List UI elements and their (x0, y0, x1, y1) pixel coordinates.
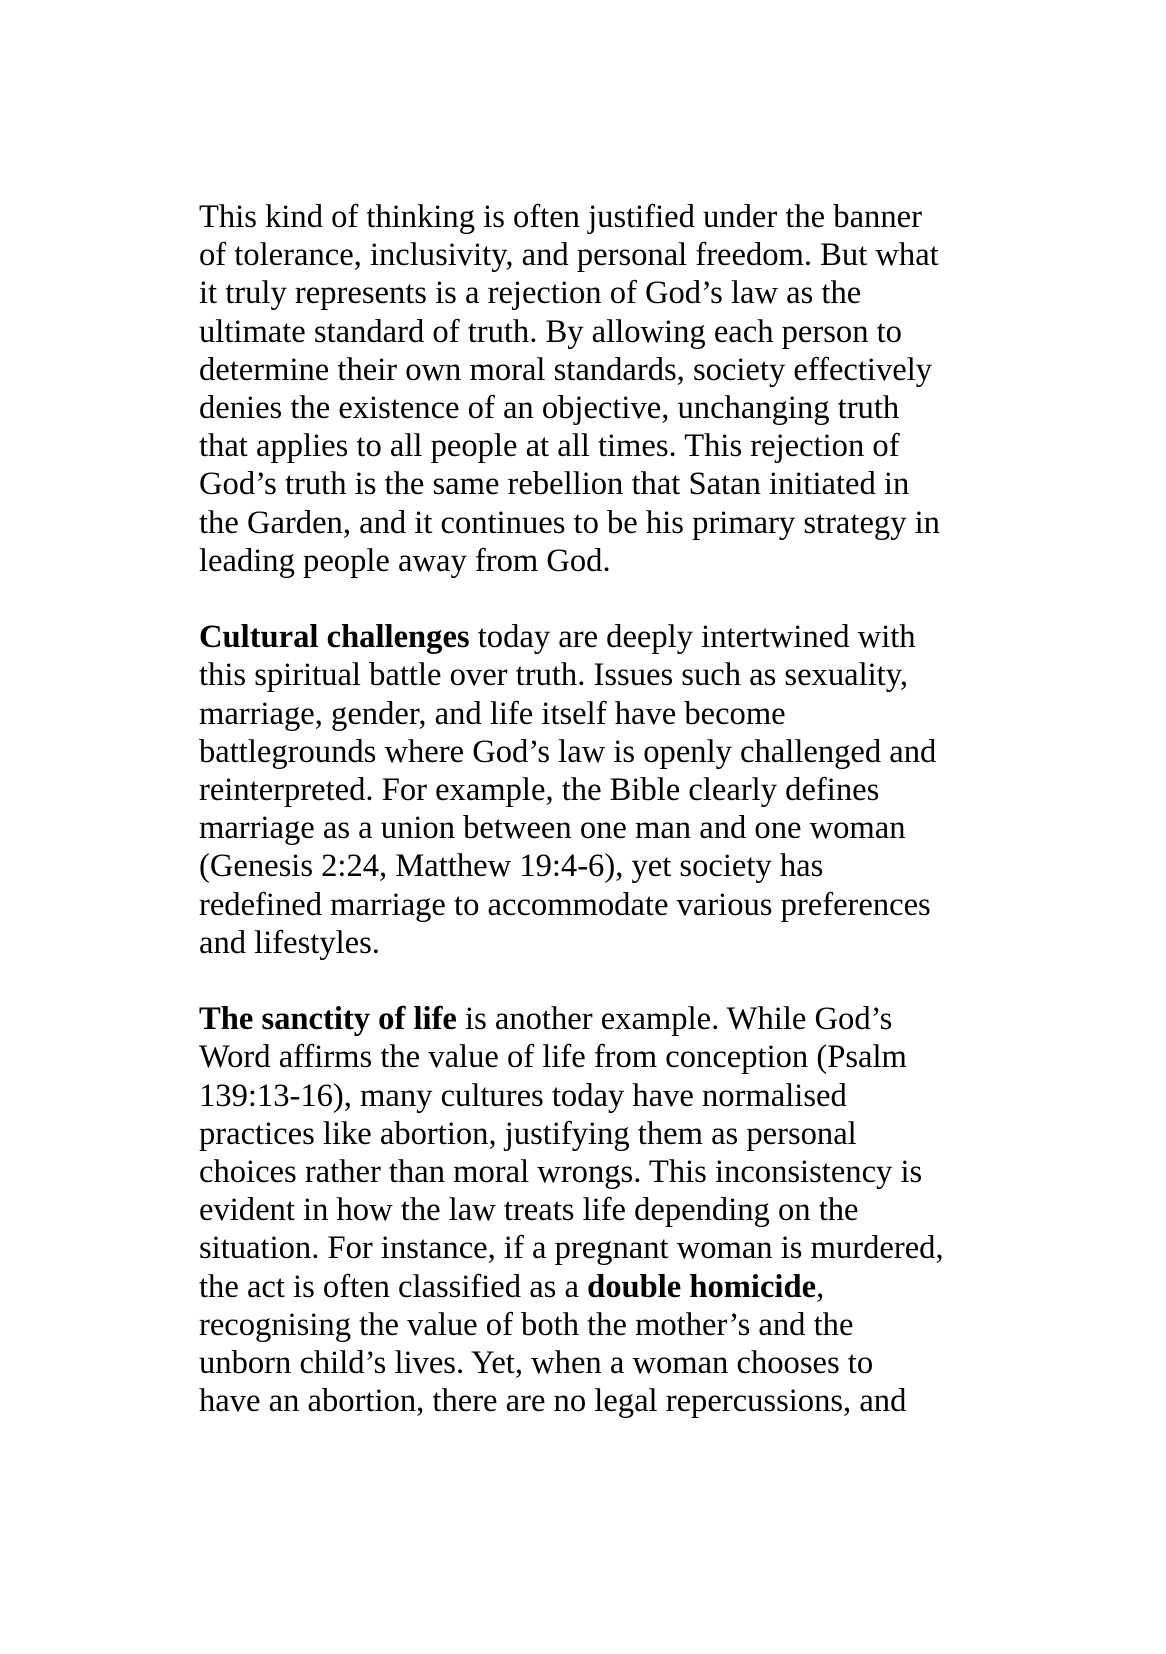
text-line: determine their own moral standards, society effectively (199, 351, 933, 388)
text-line: 139:13-16), many cultures today have normalised (199, 1077, 847, 1114)
text-line: the Garden, and it continues to be his primary strategy in (199, 504, 940, 541)
text-line: leading people away from God. (199, 542, 611, 579)
text-line: and lifestyles. (199, 924, 380, 961)
text-line: This kind of thinking is often justified under the banner (199, 199, 922, 235)
text-line: choices rather than moral wrongs. This inconsistency is (199, 1154, 923, 1191)
text-line: marriage, gender, and life itself have become (199, 695, 786, 732)
text-line: marriage as a union between one man and one woman (199, 810, 906, 847)
text-line: denies the existence of an objective, unchanging truth (199, 390, 900, 427)
text-line: of tolerance, inclusivity, and personal freedom. But what (199, 237, 939, 274)
text-line (199, 1000, 974, 1038)
text-line: evident in how the law treats life depending on the (199, 1192, 859, 1229)
paragraph-cultural-challenges (199, 618, 974, 962)
paragraph-sanctity-of-life (199, 1000, 974, 1420)
text-line: ultimate standard of truth. By allowing each person to (199, 313, 902, 350)
text-line (199, 1268, 974, 1306)
text-run: the act is often classified as a (199, 1268, 588, 1305)
text-line: practices like abortion, justifying them as personal (199, 1115, 857, 1152)
text-line: this spiritual battle over truth. Issues such as sexuality, (199, 657, 909, 694)
text-line: have an abortion, there are no legal repercussions, and (199, 1383, 907, 1420)
text-line: situation. For instance, if a pregnant woman is murdered, (199, 1230, 944, 1267)
bold-term-double-homicide: double homicide (587, 1268, 817, 1305)
text-line: reinterpreted. For example, the Bible clearly defines (199, 772, 880, 809)
text-line: that applies to all people at all times. This rejection of (199, 428, 900, 465)
text-line: redefined marriage to accommodate various preferences (199, 886, 931, 923)
text-line: unborn child’s lives. Yet, when a woman chooses to (199, 1345, 874, 1382)
text-run: today are deeply intertwined with (469, 619, 916, 656)
text-run: , (816, 1268, 825, 1305)
text-line: battlegrounds where God’s law is openly challenged and (199, 733, 937, 770)
text-line: (Genesis 2:24, Matthew 19:4-6), yet society has (199, 848, 824, 885)
text-run: is another example. While God’s (456, 1001, 893, 1038)
body-text (199, 198, 974, 1459)
text-line: recognising the value of both the mother’s and the (199, 1306, 854, 1343)
text-line: Word affirms the value of life from conception (Psalm (199, 1039, 907, 1076)
text-line: God’s truth is the same rebellion that Satan initiated in (199, 466, 910, 503)
paragraph-truth-rejection (199, 198, 974, 580)
bold-lead-sanctity-of-life: The sanctity of life (199, 1001, 457, 1038)
text-line (199, 618, 974, 656)
bold-lead-cultural-challenges: Cultural challenges (199, 619, 470, 656)
text-line: it truly represents is a rejection of God’s law as the (199, 275, 862, 312)
